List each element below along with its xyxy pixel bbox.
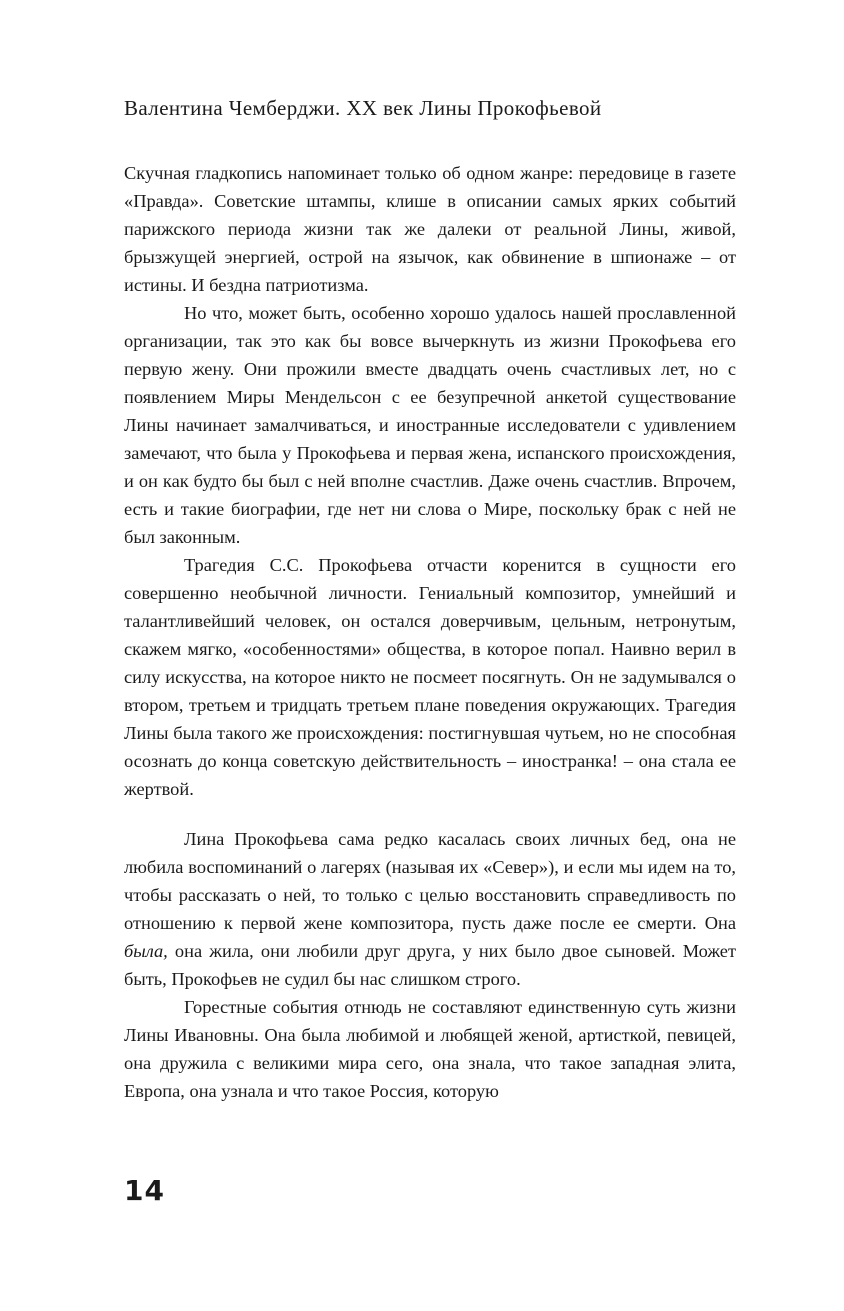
body-text xyxy=(124,159,736,1105)
paragraph-5: Горестные события отнюдь не составляют единственную суть жизни Лины Ивановны. Она была любимой и любящей женой, артисткой, певицей, она дружила с великими мира сего, она знала, что такое западная элита, Европа, она узнала и что такое Россия, которую xyxy=(124,997,736,1101)
paragraph-4-part-2: она жила, они любили друг друга, у них было двое сыновей. Может быть, Прокофьев не судил бы нас слишком строго. xyxy=(124,941,736,989)
paragraph-4-italic: была, xyxy=(124,941,168,961)
paragraph-3: Трагедия С.С. Прокофьева отчасти коренится в сущности его совершенно необычной личности. Гениальный композитор, умнейший и талантливейший человек, он остался доверчивым, цельным, нетронутым, скажем мягко, «особенностями» общества, в которое попал. Наивно верил в силу искусства, на которое никто не посмеет посягнуть. Он не задумывался о втором, третьем и тридцать третьем плане поведения окружающих. Трагедия Лины была такого же происхождения: постигнувшая чутьем, но не способная осознать до конца советскую действительность – иностранка! – она стала ее жертвой. xyxy=(124,555,736,799)
paragraph-1: Скучная гладкопись напоминает только об одном жанре: передовице в газете «Правда». Советские штампы, клише в описании самых ярких событий парижского периода жизни так же далеки от реальной Лины, живой, брызжущей энергией, острой на язычок, как обвинение в шпионаже – от истины. И бездна патриотизма. xyxy=(124,163,736,295)
page-number: 14 xyxy=(124,1174,165,1207)
paragraph-2: Но что, может быть, особенно хорошо удалось нашей прославленной организации, так это как бы вовсе вычеркнуть из жизни Прокофьева его первую жену. Они прожили вместе двадцать очень счастливых лет, но с появлением Миры Мендельсон с ее безупречной анкетой существование Лины начинает замалчиваться, и иностранные исследователи с удивлением замечают, что была у Прокофьева и первая жена, испанского происхождения, и он как будто бы был с ней вполне счастлив. Даже очень счастлив. Впрочем, есть и такие биографии, где нет ни слова о Мире, поскольку брак с ней не был законным. xyxy=(124,303,736,547)
paragraph-4 xyxy=(124,825,736,993)
paragraph-4-part-1: Лина Прокофьева сама редко касалась своих личных бед, она не любила воспоминаний о лагерях (называя их «Север»), и если мы идем на то, чтобы рассказать о ней, то только с целью восстановить справедливость по отношению к первой жене композитора, пусть даже после ее смерти. Она xyxy=(124,829,736,933)
running-head: Валентина Чемберджи. XX век Лины Прокофьевой xyxy=(124,96,602,120)
